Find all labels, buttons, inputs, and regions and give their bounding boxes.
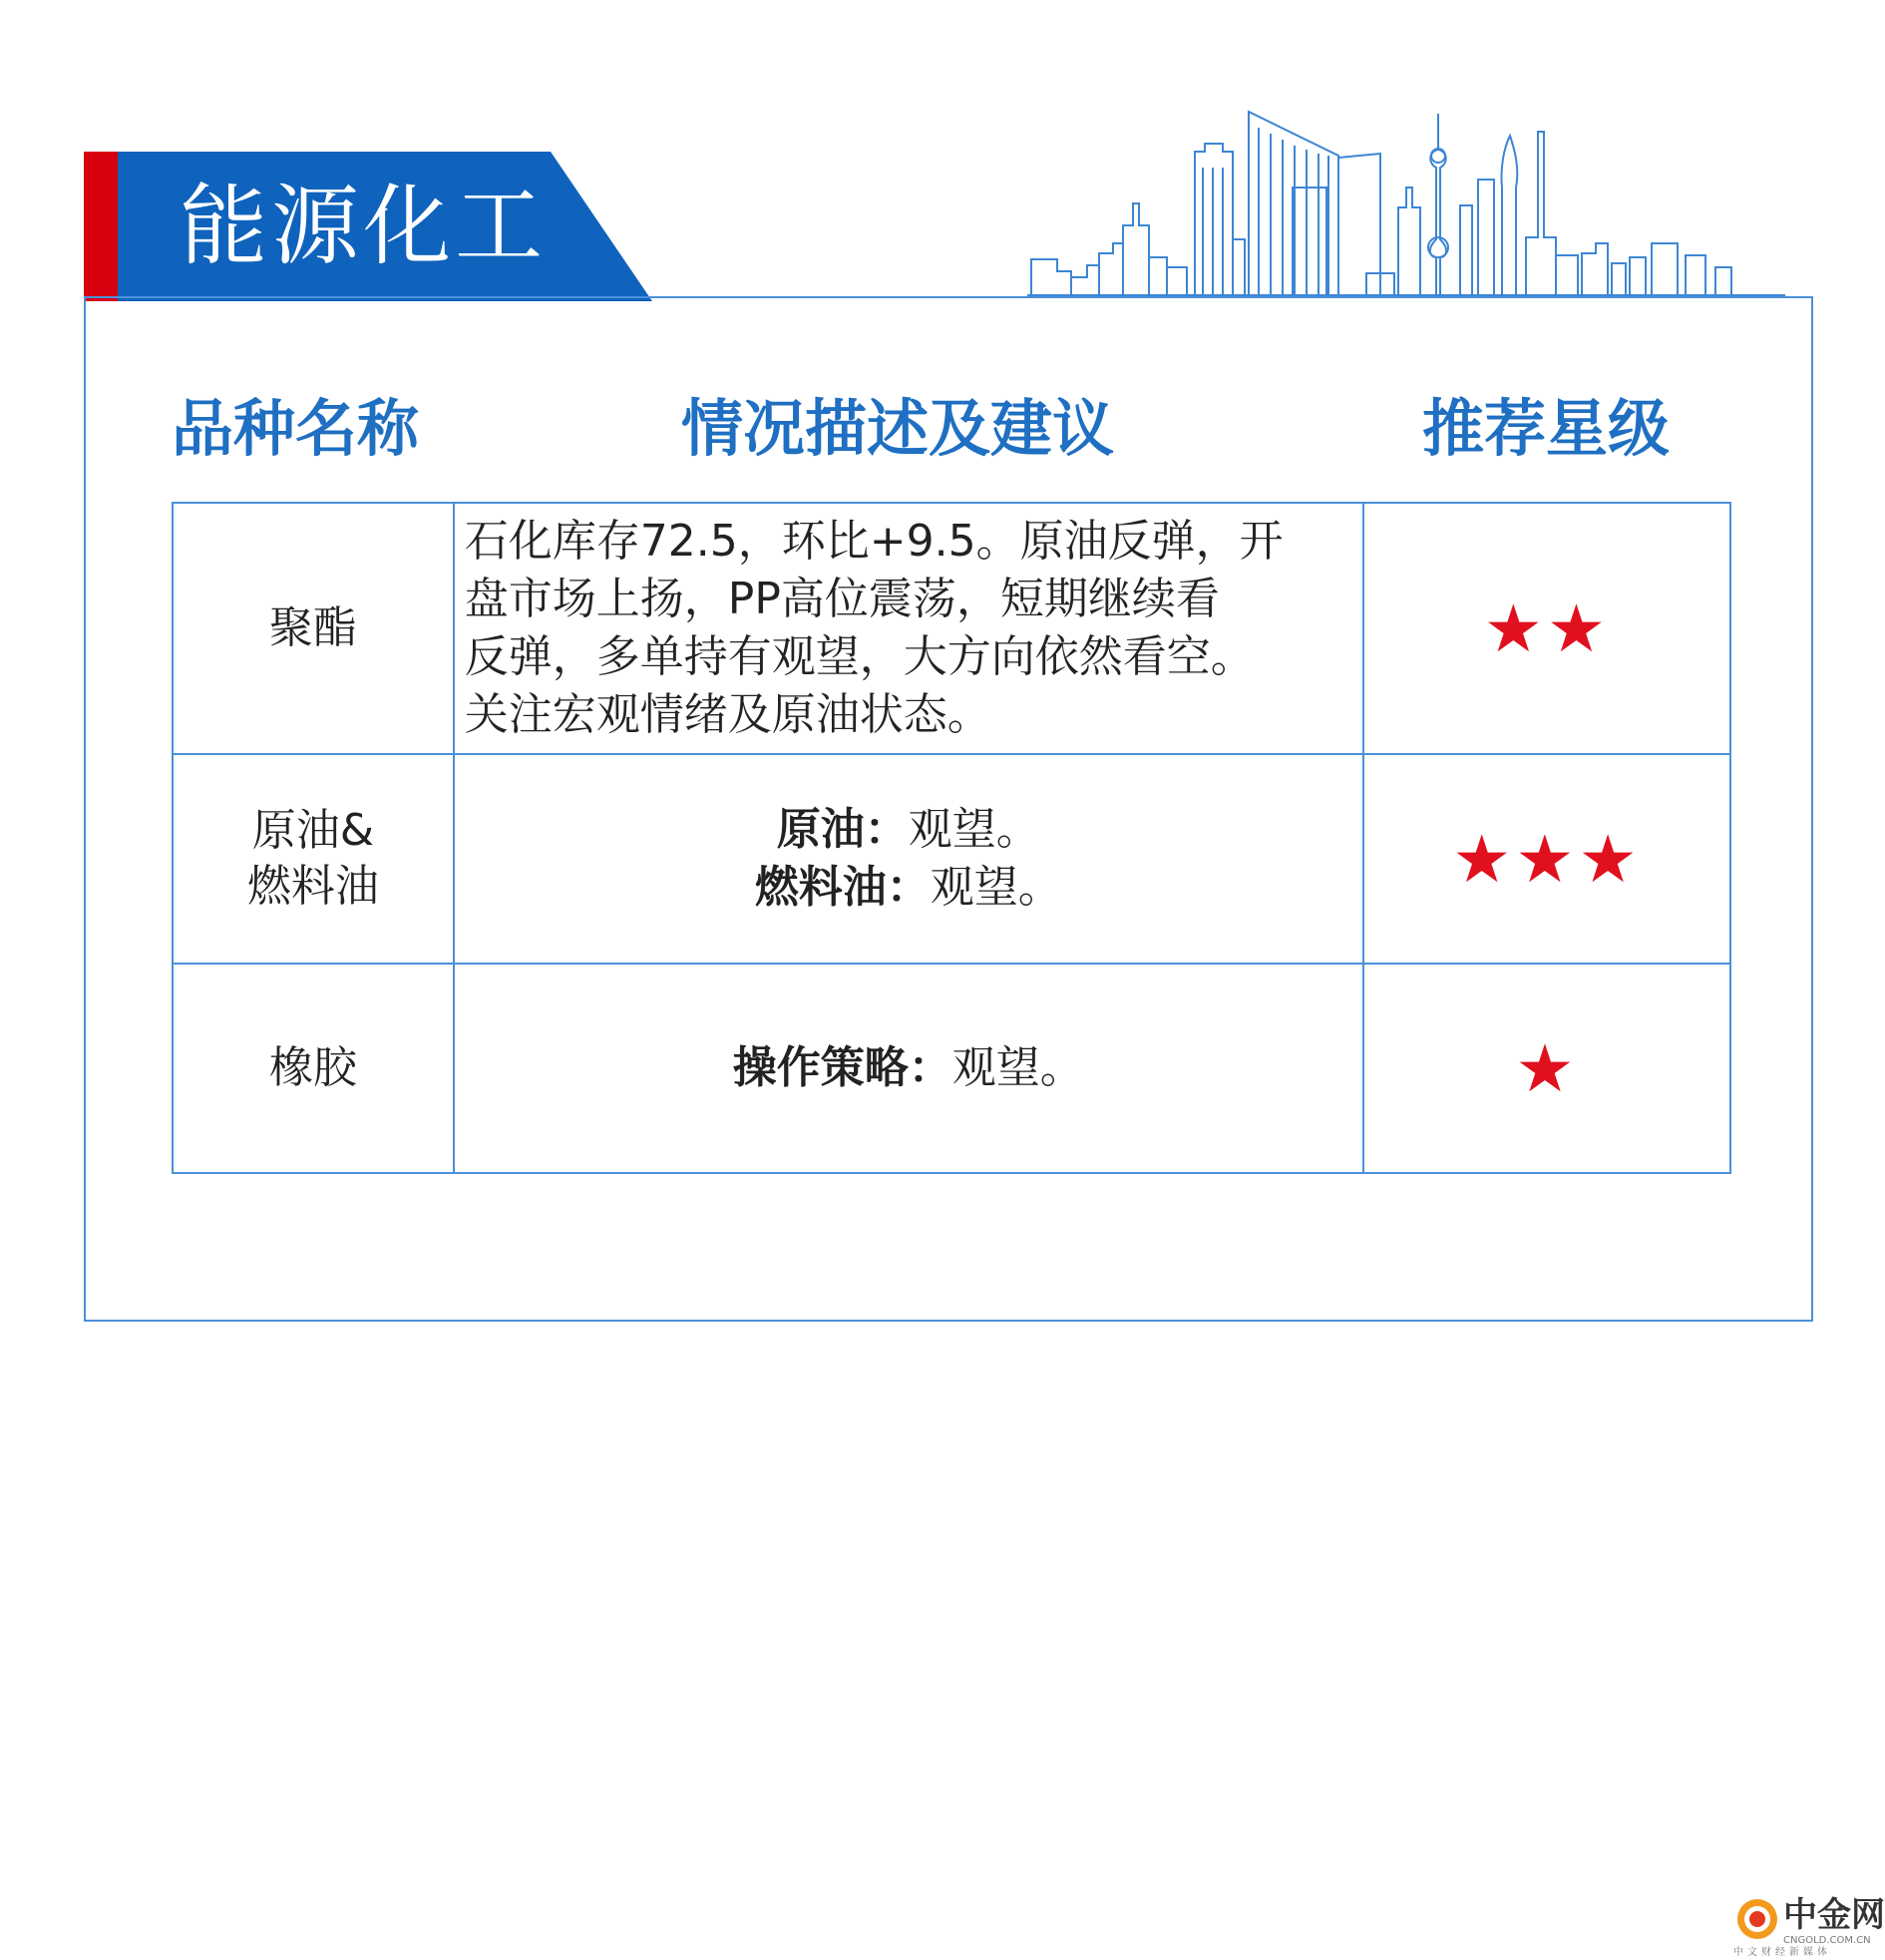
table-row bbox=[173, 964, 1730, 1173]
advice-label: 操作策略： bbox=[732, 1042, 952, 1093]
commodity-name: 聚酯 bbox=[173, 503, 454, 754]
commodity-name: 原油& 燃料油 bbox=[173, 754, 454, 964]
logo-tagline: 中文财经新媒体 bbox=[1733, 1947, 1831, 1958]
advice-value: 观望。 bbox=[951, 1042, 1084, 1093]
table-row bbox=[173, 503, 1730, 754]
column-header-rating: 推荐星级 bbox=[1421, 392, 1670, 465]
commodity-name: 橡胶 bbox=[173, 964, 454, 1173]
brand-logo bbox=[1733, 1895, 1885, 1958]
advice-label: 燃料油： bbox=[754, 862, 931, 913]
advice-label: 原油： bbox=[776, 804, 909, 855]
commodity-description: 石化库存72.5，环比+9.5。原油反弹，开 盘市场上扬，PP高位震荡，短期继续看 反弹，多单持有观望，大方向依然看空。 关注宏观情绪及原油状态。 bbox=[454, 503, 1363, 754]
section-title: 能源化工 bbox=[180, 175, 548, 277]
column-header-name: 品种名称 bbox=[172, 392, 420, 465]
star-rating: ★★ bbox=[1363, 503, 1730, 754]
logo-name: 中金网 bbox=[1783, 1895, 1885, 1935]
logo-domain: CNGOLD.COM.CN bbox=[1783, 1935, 1871, 1946]
commodity-description bbox=[454, 964, 1363, 1173]
advice-value: 观望。 bbox=[908, 804, 1040, 855]
star-rating: ★★★ bbox=[1363, 754, 1730, 964]
logo-icon bbox=[1735, 1897, 1779, 1941]
advice-value: 观望。 bbox=[930, 862, 1062, 913]
section-banner bbox=[84, 152, 652, 301]
commodity-table bbox=[172, 502, 1731, 1174]
column-header-description: 情况描述及建议 bbox=[680, 392, 1114, 465]
commodity-description bbox=[454, 754, 1363, 964]
table-row bbox=[173, 754, 1730, 964]
skyline-illustration bbox=[1027, 108, 1785, 297]
star-rating: ★ bbox=[1363, 964, 1730, 1173]
